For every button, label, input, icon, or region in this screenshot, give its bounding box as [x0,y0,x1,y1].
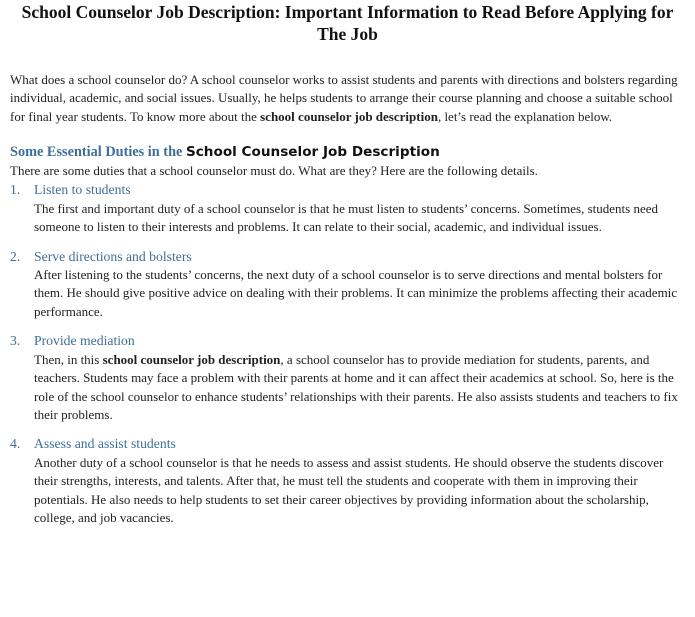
duty-description [34,200,685,237]
duty-heading [10,181,685,200]
intro-keyword: school counselor job description [260,108,438,124]
duty-item-listen [10,181,685,236]
duty-text-part: The first and important duty of a school counselor is that he must listen to students’ concerns. Sometimes, students need someone to listen to their interests and problems. It can relate to their social, academic, and individual issues. [34,200,659,235]
duty-title: Assess and assist students [34,436,176,452]
page-title: School Counselor Job Description: Important Information to Read Before Applying for The Job [21,2,674,44]
duty-item-assess [10,435,685,527]
duty-text-part: , a school counselor has to provide mediation for students, parents, and teachers. Students may face a problem with their parents at home and it can affect their academics at school. So, here is the role of the school counselor to enhance students’ relationships with their parents. He also assists students and teachers to fix their problems. [34,351,678,422]
duty-text-part: After listening to the students’ concerns, the next duty of a school counselor is to serve directions and mental bolsters for them. He should give positive advice on dealing with their problems. It can minimize the problems affecting their academic performance. [34,267,678,319]
intro-text: What does a school counselor do? A school counselor works to assist students and parents with directions and bolsters regarding individual, academic, and social issues. Usually, he helps students to arrange their course planning and choose a suitable school for final year students. To know more about the [10,72,678,124]
section-heading [10,143,685,162]
duty-title: Provide mediation [34,333,135,349]
duty-text-part: Then, in this [34,351,103,367]
section-heading-keyword: School Counselor Job Description [185,144,440,161]
duty-heading [10,435,685,454]
duty-heading [10,248,685,267]
section-heading-plain: Some Essential Duties in the [10,144,186,161]
duty-keyword: school counselor job description [102,351,281,367]
document-page [0,1,695,617]
intro-paragraph [10,71,685,126]
duties-list [10,181,685,527]
duty-number: 4. [10,436,21,452]
duty-description [34,454,685,528]
duty-number: 2. [10,248,21,264]
duty-number: 1. [10,182,21,198]
duty-title: Listen to students [34,182,131,198]
duty-description [34,351,685,425]
duty-number: 3. [10,333,21,349]
duty-item-directions [10,248,685,322]
section-intro: There are some duties that a school counselor must do. What are they? Here are the following details. [10,163,538,179]
duty-text-part: Another duty of a school counselor is that he needs to assess and assist students. He should observe the students discover their strengths, interests, and talents. After that, he must tell the students and cooperate with them in improving their potentials. He also needs to help students to set their career objectives by providing information about the scholarship, college, and job vacancies. [34,454,664,526]
duty-heading [10,332,685,351]
duty-description [34,266,685,321]
duty-item-mediation [10,332,685,424]
duty-title: Serve directions and bolsters [34,248,192,264]
intro-text-end: , let’s read the explanation below. [437,108,613,124]
